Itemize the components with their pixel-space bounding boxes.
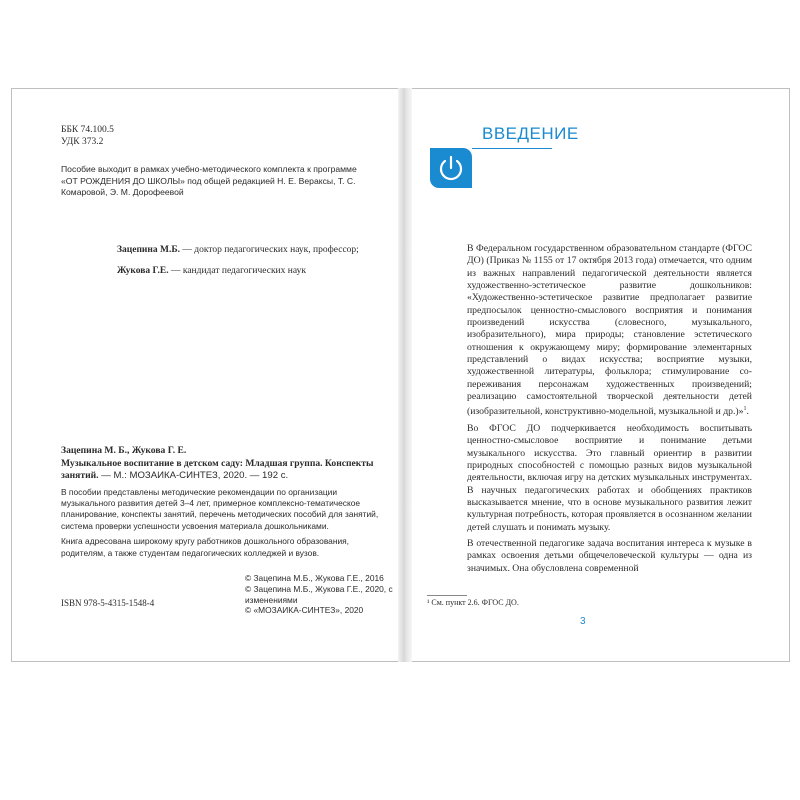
reviewer-2 [117, 261, 387, 282]
footnote: ¹ См. пункт 2.6. ФГОС ДО. [427, 598, 519, 607]
bibliographic-record [61, 445, 391, 559]
left-page [12, 88, 398, 660]
reviewers-block [117, 240, 387, 282]
book-description: В пособии представлены методические рекомендации по организации музыкального развития детей 3–4 лет, примерное комплексно-тематическое планирование, конспекты занятий, перечень методических пособий для занятий, система проверки успешности усвоения материала дошкольниками. [61, 486, 379, 531]
reviewer-2-role: — кандидат педагогических наук [168, 266, 306, 276]
reviewer-1-name: Зацепина М.Б. [117, 245, 180, 255]
paragraph-1 [467, 243, 752, 419]
paragraph-3: В отечественной педагогике задача воспитания интереса к музыке в рамках освоения детьми общечеловеческой культуры — одна из значимых. Она обусловлена современной [467, 538, 752, 574]
book-title: Музыкальное воспитание в детском саду: Младшая группа. Конспекты занятий. [61, 457, 374, 481]
book-imprint: — М.: МОЗАИКА-СИНТЕЗ, 2020. — 192 с. [98, 470, 289, 481]
copyright-block [245, 573, 405, 616]
right-page [412, 88, 787, 660]
copyright-line-2: © Зацепина М.Б., Жукова Г.Е., 2020, с изменениями [245, 583, 393, 605]
power-button-glyph [430, 148, 472, 188]
classification-codes [61, 124, 114, 148]
paragraph-1-end: . [746, 406, 749, 418]
power-button-icon [430, 148, 472, 188]
page-number: 3 [580, 616, 586, 627]
reviewer-2-name: Жукова Г.Е. [117, 266, 169, 276]
udk-code: УДК 373.2 [61, 137, 104, 147]
copyright-line-3: © «МОЗАИКА-СИНТЕЗ», 2020 [245, 605, 364, 616]
introduction-body [467, 243, 752, 579]
heading-rule [472, 148, 552, 149]
book-audience: Книга адресована широкому кругу работников дошкольного образования, родителям, а также студентам педагогических колледжей и вузов. [61, 536, 349, 558]
isbn: ISBN 978-5-4315-1548-4 [61, 598, 155, 608]
book-authors: Зацепина М. Б., Жукова Г. Е. [61, 445, 187, 456]
book-title-line [61, 458, 391, 483]
reviewer-1-role: — доктор педагогических наук, профессор; [180, 245, 359, 255]
reviewer-1 [117, 240, 387, 261]
paragraph-1-text: В Федеральном государственном образовательном стандарте (ФГОС ДО) (Приказ № 1155 от 17 октября 2013 года) отмечается, что одним из важных направлений педагогической деятельности является художественно-эстетическое развитие дошкольников: «Художественно-эстетическое развитие предполагает развитие предпосылок ценностно-смыслового восприятия и понимания произведений искусства (словесного, музыкального, изобразительного), мира природы; становление эстетического отношения к окружающему миру; формирование элементарных представлений о видах искусства; восприятие музыки, художественной литературы, фольклора; стимулирование со-переживания персонажам художественных произведений; реализацию самостоятельной творческой деятельности детей (изобразительной, конструктивно-модельной, музыкальной и др.)» [467, 243, 752, 418]
copyright-line-1: © Зацепина М.Б., Жукова Г.Е., 2016 [245, 573, 384, 583]
publication-note: Пособие выходит в рамках учебно-методического комплекта к программе «ОТ РОЖДЕНИЯ ДО ШКОЛЫ» под общей редакцией Н. Е. Вераксы, Т. С. Комаровой, Э. М. Дорофеевой [61, 164, 357, 197]
paragraph-2: Во ФГОС ДО подчеркивается необходимость воспитывать ценностно-смысловое восприятие и понимание детьми музыкального искусства. Это главный ориентир в развитии природных способностей с помощью разных видов музыкальной деятельности, включая игру на детских музыкальных инструментах. В научных педагогических работах и обобщениях практиков высказывается мнение, что в основе музыкального развития лежит культурная потребность, которая проявляется в осознанном желании детей слушать и понимать музыку. [467, 423, 752, 533]
chapter-heading: ВВЕДЕНИЕ [482, 124, 579, 143]
bbk-code: ББК 74.100.5 [61, 125, 114, 135]
footnote-rule [427, 595, 467, 596]
footnote-marker: 1 [743, 406, 747, 413]
